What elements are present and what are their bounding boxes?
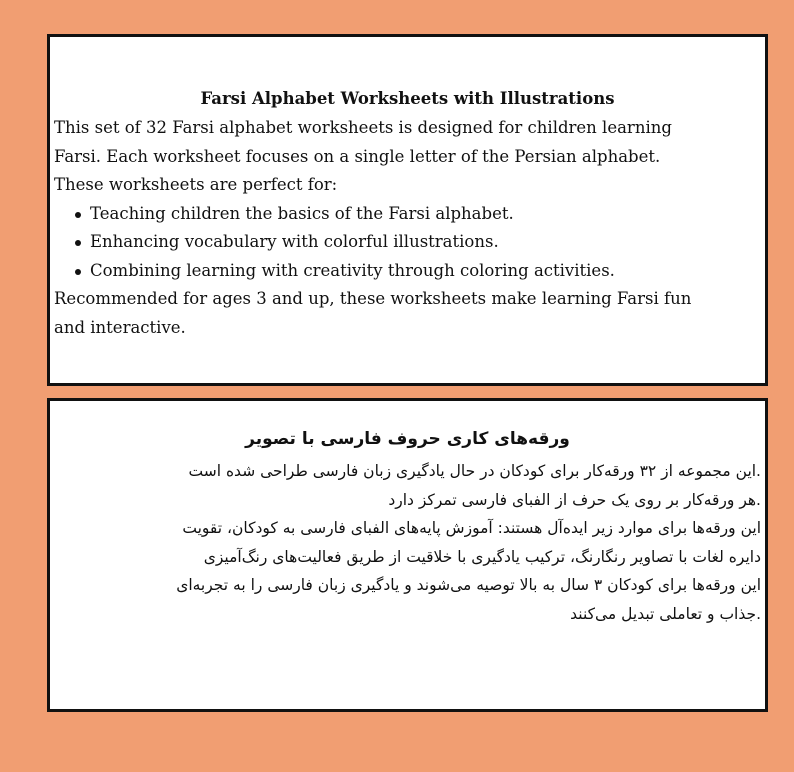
- english-bullet-list: [54, 200, 760, 286]
- persian-line: .هر ورقه‌کار بر روی یک حرف از الفبای فارسی تمرکز دارد: [388, 490, 761, 509]
- list-item: [54, 257, 760, 286]
- persian-title: ورقه‌های کاری حروف فارسی با تصویر: [245, 429, 570, 449]
- bullet-icon: [75, 212, 81, 218]
- persian-line: دایره لغات با تصاویر رنگارنگ، ترکیب یادگیری با خلاقیت از طریق فعالیت‌های رنگ‌آمیزی: [203, 547, 761, 566]
- english-description-panel: [47, 34, 768, 386]
- persian-line: .این مجموعه از ۳۲ ورقه‌کار برای کودکان در حال یادگیری زبان فارسی طراحی شده است: [188, 462, 761, 480]
- persian-description-panel: [47, 398, 768, 712]
- english-title: Farsi Alphabet Worksheets with Illustrations: [200, 89, 615, 108]
- list-item-text: Teaching children the basics of the Farsi alphabet.: [90, 203, 514, 223]
- english-intro-line: This set of 32 Farsi alphabet worksheets is designed for children learning: [54, 118, 672, 137]
- bullet-icon: [75, 269, 81, 275]
- english-closing-line: and interactive.: [54, 317, 186, 337]
- english-intro-line: Farsi. Each worksheet focuses on a single letter of the Persian alphabet.: [54, 146, 661, 166]
- persian-line: این ورقه‌ها برای موارد زیر ایده‌آل هستند: آموزش پایه‌های الفبای فارسی به کودکان، تقویت: [182, 519, 761, 537]
- bullet-icon: [75, 240, 81, 246]
- list-item-text: Combining learning with creativity through coloring activities.: [90, 260, 615, 280]
- english-intro-line: These worksheets are perfect for:: [54, 175, 338, 194]
- list-item: [54, 200, 760, 229]
- list-item: [54, 228, 760, 257]
- persian-line: .جذاب و تعاملی تبدیل می‌کنند: [570, 604, 761, 623]
- english-closing-line: Recommended for ages 3 and up, these worksheets make learning Farsi fun: [54, 289, 692, 308]
- persian-line: این ورقه‌ها برای کودکان ۳ سال به بالا توصیه می‌شوند و یادگیری زبان فارسی را به تجربه‌ای: [176, 576, 761, 594]
- persian-body: [55, 457, 761, 628]
- english-body: [54, 114, 760, 342]
- list-item-text: Enhancing vocabulary with colorful illustrations.: [90, 232, 499, 251]
